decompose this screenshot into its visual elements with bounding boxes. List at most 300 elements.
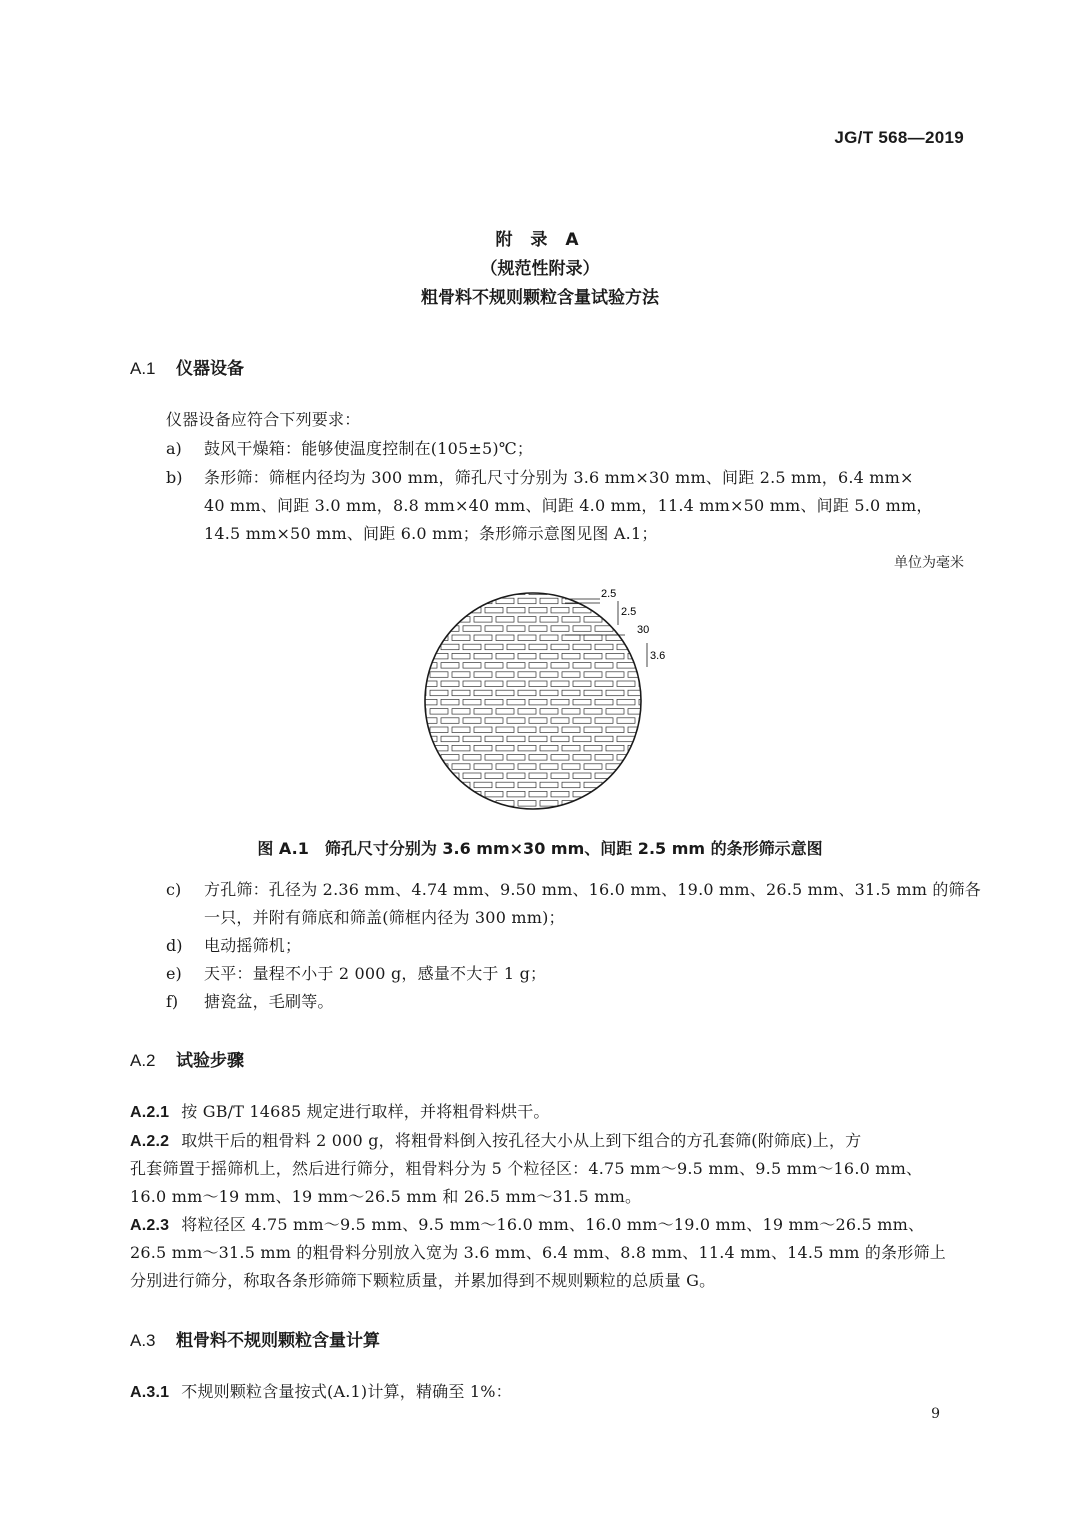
sieve-slot xyxy=(595,644,613,650)
clause-a2-3 xyxy=(130,1211,924,1240)
sieve-slot xyxy=(507,663,525,669)
section-a1-heading xyxy=(130,354,244,379)
sieve-slot xyxy=(452,745,470,751)
sieve-slot xyxy=(463,681,481,687)
clause-text: 不规则颗粒含量按式(A.1)计算，精确至 1%： xyxy=(181,1382,512,1401)
sieve-slot xyxy=(540,617,558,623)
sieve-slot xyxy=(419,736,437,742)
sieve-slot xyxy=(650,819,668,825)
sieve-slot xyxy=(595,736,613,742)
sieve-slot xyxy=(419,607,437,613)
sieve-slot xyxy=(496,690,514,696)
clause-text: 孔套筛置于摇筛机上，然后进行筛分，粗骨料分为 5 个粒径区：4.75 mm～9.5 mm、9.5 mm～16.0 mm、 xyxy=(130,1159,923,1178)
sieve-slot xyxy=(617,699,635,705)
sieve-slot xyxy=(628,801,646,807)
sieve-slot xyxy=(606,672,624,678)
sieve-slot xyxy=(518,727,536,733)
sieve-slot xyxy=(507,773,525,779)
sieve-slot xyxy=(419,755,437,761)
clause-number: A.2.1 xyxy=(130,1104,170,1121)
sieve-slot xyxy=(474,782,492,788)
sieve-slot xyxy=(415,653,426,659)
sieve-slot xyxy=(430,727,448,733)
sieve-slot xyxy=(529,626,547,632)
sieve-slot xyxy=(551,718,569,724)
sieve-slot xyxy=(419,663,437,669)
clause-text: 26.5 mm～31.5 mm 的粗骨料分别放入宽为 3.6 mm、6.4 mm、8.8 mm、11.4 mm、14.5 mm 的条形筛上 xyxy=(130,1243,946,1262)
sieve-slot xyxy=(540,782,558,788)
sieve-slot xyxy=(496,782,514,788)
sieve-slot xyxy=(419,626,437,632)
sieve-slot xyxy=(551,607,569,613)
section-number: A.2 xyxy=(130,1051,156,1070)
sieve-slot xyxy=(507,810,525,816)
sieve-slot xyxy=(463,589,481,595)
sieve-slot xyxy=(419,810,437,816)
sieve-slot xyxy=(529,644,547,650)
sieve-slot xyxy=(452,764,470,770)
sieve-slot xyxy=(419,791,437,797)
sieve-slot xyxy=(573,681,591,687)
sieve-slot xyxy=(496,635,514,641)
standard-code: JG/T 568—2019 xyxy=(834,128,964,147)
item-text: 电动摇筛机； xyxy=(204,936,302,955)
sieve-slot xyxy=(415,617,426,623)
sieve-slot xyxy=(507,791,525,797)
sieve-slot xyxy=(540,801,558,807)
sieve-slot xyxy=(441,718,459,724)
sieve-slot xyxy=(639,681,657,687)
sieve-slot xyxy=(529,699,547,705)
sieve-slot xyxy=(474,727,492,733)
sieve-slot xyxy=(474,819,492,825)
sieve-slot xyxy=(595,699,613,705)
sieve-slot xyxy=(573,644,591,650)
appendix-name: 粗骨料不规则颗粒含量试验方法 xyxy=(421,288,659,308)
item-text: 搪瓷盆，毛刷等。 xyxy=(204,992,334,1011)
sieve-slot xyxy=(441,791,459,797)
sieve-slot xyxy=(441,699,459,705)
sieve-slot xyxy=(507,755,525,761)
sieve-slot xyxy=(452,819,470,825)
sieve-outline xyxy=(425,593,641,809)
sieve-slot xyxy=(628,819,646,825)
sieve-slot xyxy=(415,801,426,807)
sieve-slot xyxy=(518,635,536,641)
sieve-slot xyxy=(628,782,646,788)
sieve-slot xyxy=(463,755,481,761)
dim-label-slot-width: 3.6 xyxy=(650,650,666,662)
sieve-slot xyxy=(441,681,459,687)
sieve-slot xyxy=(452,598,470,604)
sieve-slot xyxy=(415,764,426,770)
sieve-slot xyxy=(584,764,602,770)
sieve-slot xyxy=(496,727,514,733)
sieve-slot xyxy=(639,589,657,595)
sieve-slot xyxy=(584,653,602,659)
sieve-slot xyxy=(650,598,668,604)
sieve-slot xyxy=(595,607,613,613)
sieve-slot xyxy=(639,644,657,650)
sieve-slot xyxy=(496,745,514,751)
sieve-slot xyxy=(419,699,437,705)
sieve-slot xyxy=(518,653,536,659)
sieve-slot xyxy=(518,764,536,770)
sieve-slot xyxy=(441,736,459,742)
item-letter: e) xyxy=(166,964,182,983)
sieve-slot xyxy=(507,626,525,632)
item-text: 方孔筛：孔径为 2.36 mm、4.74 mm、9.50 mm、16.0 mm、19.0 mm、26.5 mm、31.5 mm 的筛各 xyxy=(204,880,981,899)
clause-a2-1 xyxy=(130,1098,550,1127)
sieve-slot xyxy=(584,690,602,696)
sieve-slot xyxy=(463,773,481,779)
sieve-slot xyxy=(430,598,448,604)
sieve-slot xyxy=(474,801,492,807)
sieve-slot xyxy=(463,644,481,650)
sieve-slot xyxy=(518,672,536,678)
sieve-slot xyxy=(540,653,558,659)
sieve-slot xyxy=(650,690,668,696)
item-letter: f) xyxy=(166,992,179,1011)
sieve-slot xyxy=(485,589,503,595)
sieve-slot xyxy=(639,791,657,797)
sieve-slot xyxy=(419,589,437,595)
sieve-slot xyxy=(606,745,624,751)
sieve-slot xyxy=(540,598,558,604)
sieve-slot xyxy=(551,773,569,779)
section-number: A.3 xyxy=(130,1331,156,1350)
sieve-slot xyxy=(595,755,613,761)
sieve-slot xyxy=(628,764,646,770)
sieve-slot xyxy=(529,663,547,669)
page-number: 9 xyxy=(931,1406,940,1422)
sieve-slot xyxy=(430,801,448,807)
sieve-slot xyxy=(474,745,492,751)
sieve-slot xyxy=(430,745,448,751)
sieve-slot xyxy=(584,672,602,678)
sieve-slot xyxy=(419,718,437,724)
item-text: 天平：量程不小于 2 000 g，感量不大于 1 g； xyxy=(204,964,547,983)
dim-label-row-gap: 2.5 xyxy=(621,606,637,618)
sieve-slot xyxy=(485,736,503,742)
sieve-slot xyxy=(485,810,503,816)
item-letter: b) xyxy=(166,468,183,487)
sieve-slot xyxy=(415,690,426,696)
sieve-slot xyxy=(551,589,569,595)
sieve-slot xyxy=(573,718,591,724)
sieve-slot xyxy=(430,617,448,623)
sieve-slot xyxy=(485,681,503,687)
a1-intro: 仪器设备应符合下列要求： xyxy=(166,410,361,429)
sieve-slot xyxy=(485,663,503,669)
sieve-slot xyxy=(540,764,558,770)
sieve-slot xyxy=(628,690,646,696)
sieve-slot xyxy=(463,699,481,705)
sieve-slot xyxy=(650,709,668,715)
sieve-slot xyxy=(452,635,470,641)
item-text: 14.5 mm×50 mm、间距 6.0 mm；条形筛示意图见图 A.1； xyxy=(204,524,658,543)
sieve-slot xyxy=(529,718,547,724)
clause-a2-2 xyxy=(130,1127,861,1156)
sieve-slot xyxy=(415,672,426,678)
sieve-slot xyxy=(584,801,602,807)
dim-label-slot-gap: 2.5 xyxy=(601,588,617,600)
sieve-slot xyxy=(518,782,536,788)
sieve-slot xyxy=(452,801,470,807)
section-title: 仪器设备 xyxy=(176,359,244,379)
sieve-slot xyxy=(419,681,437,687)
sieve-slot xyxy=(584,617,602,623)
sieve-slot xyxy=(507,644,525,650)
sieve-slot xyxy=(485,791,503,797)
sieve-slot xyxy=(639,736,657,742)
sieve-slot xyxy=(441,663,459,669)
sieve-slot xyxy=(415,709,426,715)
sieve-slot xyxy=(573,699,591,705)
sieve-slot xyxy=(415,819,426,825)
sieve-slot xyxy=(595,718,613,724)
sieve-slot xyxy=(551,644,569,650)
sieve-slot xyxy=(628,709,646,715)
unit-note: 单位为毫米 xyxy=(894,555,964,571)
sieve-slot xyxy=(518,690,536,696)
sieve-slot xyxy=(415,745,426,751)
sieve-slot xyxy=(551,681,569,687)
sieve-slot xyxy=(562,635,580,641)
clause-text: 分别进行筛分，称取各条形筛筛下颗粒质量，并累加得到不规则颗粒的总质量 G。 xyxy=(130,1271,716,1290)
sieve-slot xyxy=(452,690,470,696)
section-number: A.1 xyxy=(130,359,156,378)
sieve-slot xyxy=(573,773,591,779)
sieve-slot xyxy=(452,727,470,733)
sieve-slot xyxy=(606,819,624,825)
section-a2-heading xyxy=(130,1046,244,1071)
sieve-slot xyxy=(617,663,635,669)
sieve-slot xyxy=(441,755,459,761)
sieve-slot xyxy=(430,690,448,696)
sieve-slot xyxy=(518,819,536,825)
sieve-slot xyxy=(415,782,426,788)
sieve-slot xyxy=(507,736,525,742)
clause-text: 将粒径区 4.75 mm～9.5 mm、9.5 mm～16.0 mm、16.0 mm～19.0 mm、19 mm～26.5 mm、 xyxy=(181,1215,925,1234)
item-text: 鼓风干燥箱：能够使温度控制在(105±5)℃； xyxy=(204,439,534,458)
sieve-slot xyxy=(595,681,613,687)
clause-number: A.2.3 xyxy=(130,1217,170,1234)
sieve-slot xyxy=(562,653,580,659)
clause-text: 按 GB/T 14685 规定进行取样，并将粗骨料烘干。 xyxy=(181,1102,550,1121)
sieve-slot xyxy=(562,727,580,733)
sieve-slot xyxy=(485,626,503,632)
sieve-slot xyxy=(430,819,448,825)
appendix-subtitle: （规范性附录） xyxy=(480,259,600,279)
sieve-slot xyxy=(617,736,635,742)
sieve-slot xyxy=(562,745,580,751)
sieve-slot xyxy=(441,810,459,816)
sieve-slot xyxy=(639,718,657,724)
sieve-slot xyxy=(650,635,668,641)
sieve-slot xyxy=(650,801,668,807)
sieve-slot xyxy=(540,690,558,696)
sieve-slot xyxy=(507,699,525,705)
sieve-slot xyxy=(485,699,503,705)
sieve-slot xyxy=(463,626,481,632)
sieve-slot xyxy=(540,819,558,825)
sieve-slot xyxy=(529,736,547,742)
sieve-slot xyxy=(606,801,624,807)
item-text: 一只，并附有筛底和筛盖(筛框内径为 300 mm)； xyxy=(204,908,565,927)
dim-label-slot-length: 30 xyxy=(637,624,650,636)
sieve-slot xyxy=(606,709,624,715)
sieve-slot xyxy=(562,764,580,770)
appendix-title: 附 录 A xyxy=(495,230,585,250)
clause-number: A.2.2 xyxy=(130,1133,170,1150)
sieve-slot xyxy=(650,617,668,623)
sieve-slot xyxy=(584,635,602,641)
sieve-slot xyxy=(485,755,503,761)
sieve-slot xyxy=(562,672,580,678)
sieve-slot xyxy=(485,773,503,779)
sieve-slot xyxy=(584,709,602,715)
sieve-slot xyxy=(562,709,580,715)
sieve-slot xyxy=(551,663,569,669)
sieve-slot xyxy=(650,745,668,751)
clause-text: 取烘干后的粗骨料 2 000 g，将粗骨料倒入按孔径大小从上到下组合的方孔套筛(附筛底)上，方 xyxy=(181,1131,862,1150)
sieve-slot xyxy=(606,727,624,733)
strip-sieve-figure xyxy=(415,575,675,825)
sieve-slot xyxy=(474,690,492,696)
sieve-slot xyxy=(573,663,591,669)
sieve-slot xyxy=(441,626,459,632)
sieve-slot xyxy=(650,727,668,733)
sieve-slot xyxy=(551,755,569,761)
sieve-slot xyxy=(415,635,426,641)
sieve-slot xyxy=(540,635,558,641)
sieve-slot xyxy=(474,764,492,770)
sieve-slots xyxy=(415,589,668,825)
sieve-slot xyxy=(496,672,514,678)
sieve-slot xyxy=(639,607,657,613)
item-text: 40 mm、间距 3.0 mm，8.8 mm×40 mm、间距 4.0 mm，11.4 mm×50 mm、间距 5.0 mm， xyxy=(204,496,933,515)
sieve-slot xyxy=(628,598,646,604)
sieve-slot xyxy=(496,653,514,659)
sieve-slot xyxy=(518,709,536,715)
sieve-slot xyxy=(496,709,514,715)
sieve-slot xyxy=(518,745,536,751)
sieve-slot xyxy=(639,810,657,816)
sieve-slot xyxy=(463,736,481,742)
sieve-slot xyxy=(430,653,448,659)
sieve-slot xyxy=(415,727,426,733)
clause-text: 16.0 mm～19 mm、19 mm～26.5 mm 和 26.5 mm～31.5 mm。 xyxy=(130,1187,642,1206)
sieve-slot xyxy=(606,653,624,659)
sieve-slot xyxy=(485,607,503,613)
sieve-slot xyxy=(452,709,470,715)
sieve-slot xyxy=(529,810,547,816)
item-text: 条形筛：筛框内径均为 300 mm，筛孔尺寸分别为 3.6 mm×30 mm、间距 2.5 mm，6.4 mm× xyxy=(204,468,914,487)
sieve-slot xyxy=(595,810,613,816)
sieve-slot xyxy=(595,663,613,669)
item-letter: a) xyxy=(166,439,182,458)
sieve-slot xyxy=(584,745,602,751)
item-letter: c) xyxy=(166,880,182,899)
sieve-slot xyxy=(441,607,459,613)
sieve-slot xyxy=(650,782,668,788)
sieve-slot xyxy=(452,653,470,659)
sieve-slot xyxy=(474,709,492,715)
sieve-slot xyxy=(650,672,668,678)
item-letter: d) xyxy=(166,936,183,955)
sieve-slot xyxy=(496,764,514,770)
sieve-slot xyxy=(518,617,536,623)
sieve-slot xyxy=(529,607,547,613)
sieve-slot xyxy=(430,709,448,715)
sieve-slot xyxy=(639,773,657,779)
sieve-slot xyxy=(463,810,481,816)
sieve-slot xyxy=(617,810,635,816)
sieve-slot xyxy=(551,626,569,632)
sieve-slot xyxy=(474,635,492,641)
sieve-slot xyxy=(463,663,481,669)
sieve-slot xyxy=(430,672,448,678)
sieve-slot xyxy=(507,607,525,613)
sieve-slot xyxy=(485,644,503,650)
figure-caption: 图 A.1 筛孔尺寸分别为 3.6 mm×30 mm、间距 2.5 mm 的条形筛示意图 xyxy=(257,839,823,858)
sieve-slot xyxy=(540,745,558,751)
sieve-slot xyxy=(430,782,448,788)
sieve-slot xyxy=(595,791,613,797)
sieve-slot xyxy=(496,819,514,825)
sieve-slot xyxy=(540,672,558,678)
sieve-slot xyxy=(474,653,492,659)
sieve-slot xyxy=(606,764,624,770)
sieve-slot xyxy=(529,755,547,761)
sieve-slot xyxy=(562,782,580,788)
sieve-slot xyxy=(617,626,635,632)
sieve-slot xyxy=(529,773,547,779)
sieve-slot xyxy=(573,736,591,742)
clause-a3-1 xyxy=(130,1378,512,1407)
sieve-slot xyxy=(650,764,668,770)
sieve-slot xyxy=(551,699,569,705)
sieve-slot xyxy=(639,755,657,761)
sieve-slot xyxy=(529,791,547,797)
sieve-slot xyxy=(463,718,481,724)
section-title: 粗骨料不规则颗粒含量计算 xyxy=(176,1331,380,1351)
sieve-slot xyxy=(419,644,437,650)
section-a3-heading xyxy=(130,1326,380,1351)
sieve-slot xyxy=(584,727,602,733)
sieve-slot xyxy=(441,589,459,595)
sieve-slot xyxy=(518,598,536,604)
sieve-slot xyxy=(617,791,635,797)
sieve-slot xyxy=(507,681,525,687)
sieve-slot xyxy=(617,681,635,687)
sieve-slot xyxy=(529,681,547,687)
sieve-slot xyxy=(573,755,591,761)
sieve-slot xyxy=(474,672,492,678)
sieve-slot xyxy=(507,718,525,724)
sieve-slot xyxy=(639,663,657,669)
sieve-slot xyxy=(584,819,602,825)
sieve-slot xyxy=(540,709,558,715)
sieve-slot xyxy=(415,598,426,604)
sieve-slot xyxy=(562,690,580,696)
clause-number: A.3.1 xyxy=(130,1384,170,1401)
sieve-slot xyxy=(606,690,624,696)
sieve-slot xyxy=(551,736,569,742)
sieve-slot xyxy=(562,617,580,623)
sieve-slot xyxy=(606,782,624,788)
